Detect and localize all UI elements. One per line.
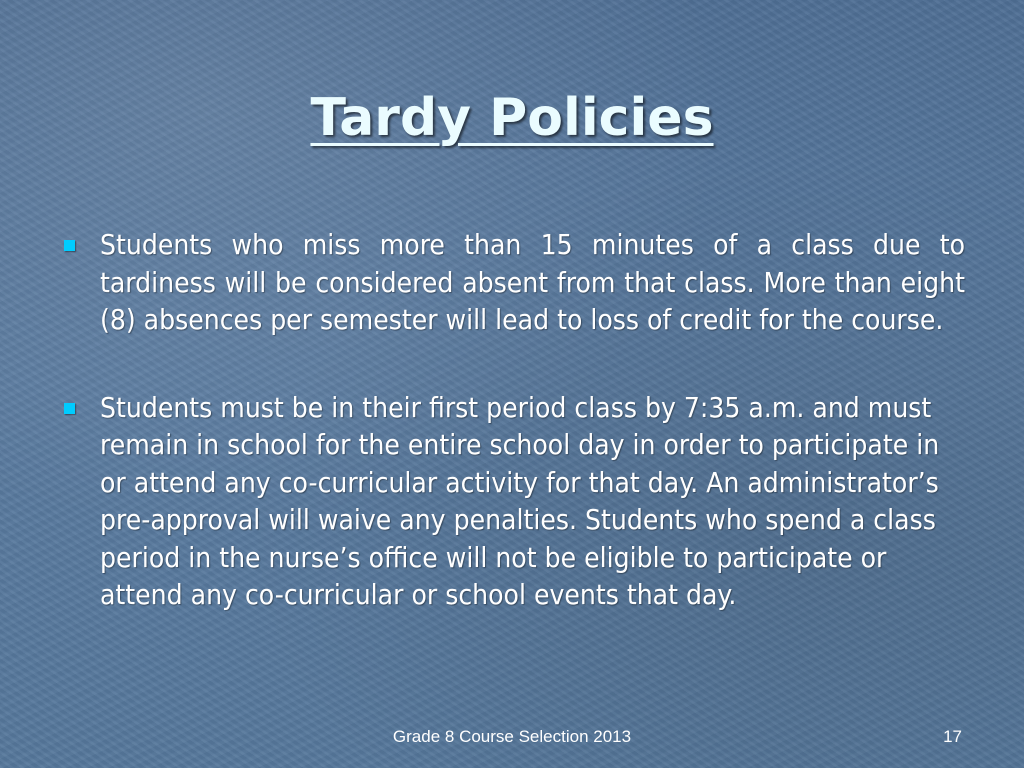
footer-title: Grade 8 Course Selection 2013 bbox=[392, 727, 632, 746]
bullet-list bbox=[60, 226, 965, 614]
bullet-item bbox=[60, 226, 965, 339]
bullet-text: Students must be in their first period class by 7:35 a.m. and must remain in school for the entire school day in order to participate in or attend any co-curricular activity for that day. An administrator’s pre-approval will waive any penalties. Students who spend a class period in the nurse’s office will not be eligible to participate or attend any co-curricular or school events that day. bbox=[100, 390, 940, 611]
square-bullet-icon bbox=[64, 403, 75, 414]
square-bullet-icon bbox=[64, 240, 75, 251]
bullet-text: Students who miss more than 15 minutes of a class due to tardiness will be considered absent from that class. More than eight (8) absences per semester will lead to loss of credit for the course. bbox=[100, 228, 965, 336]
bullet-item bbox=[60, 389, 965, 614]
page-number: 17 bbox=[943, 727, 962, 746]
slide-title: Tardy Policies bbox=[310, 88, 714, 148]
